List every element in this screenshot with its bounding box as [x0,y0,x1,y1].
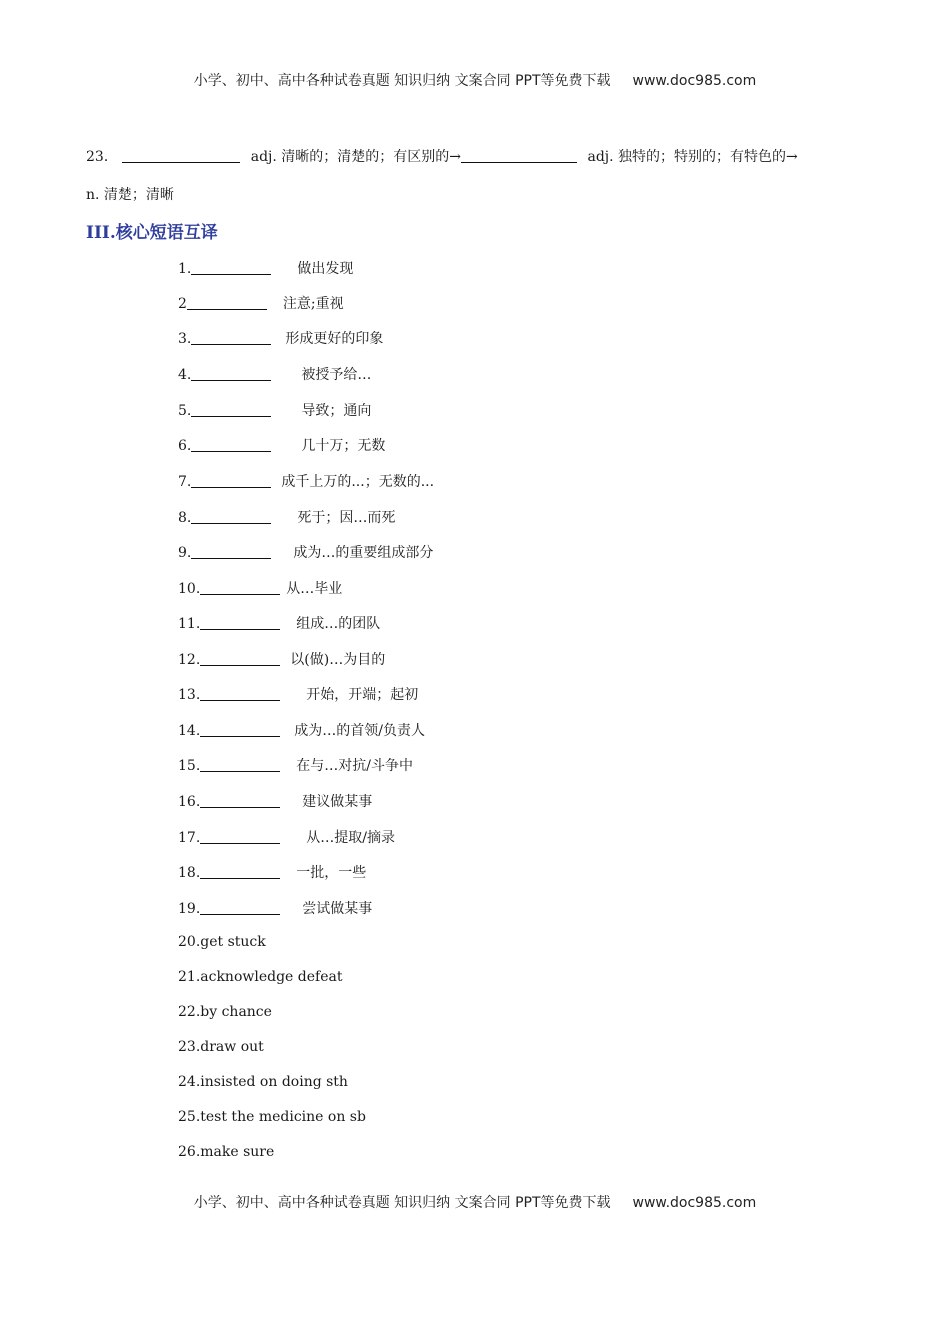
question-23 [86,146,798,166]
answer-blank[interactable] [191,544,271,559]
phrase-row [178,293,344,313]
phrase-meaning: 被授予给… [301,367,372,383]
phrase-row [178,862,366,882]
phrase-meaning: 成为…的重要组成部分 [293,545,434,561]
q23-blank-1[interactable] [122,148,240,163]
answer-blank[interactable] [191,260,271,275]
phrase-number: 10. [178,581,201,597]
answer-blank[interactable] [200,651,280,666]
q23-part3: n. 清楚；清晰 [86,187,174,203]
phrase-row [178,258,353,278]
answer-blank[interactable] [191,402,271,417]
phrase-row [178,364,371,384]
phrase-number: 14. [178,723,201,739]
section-title: III.核心短语互译 [86,223,218,243]
phrase-row [178,791,372,811]
phrase-row [178,507,395,527]
phrase-row [178,898,372,918]
phrase-row [178,684,418,704]
phrase-number: 11. [178,616,201,632]
english-phrase: 25.test the medicine on sb [178,1109,366,1125]
phrase-meaning: 成为…的首领/负责人 [294,723,425,739]
phrase-number: 5. [178,403,192,419]
phrase-meaning: 注意;重视 [282,296,344,312]
english-phrase: 22.by chance [178,1004,272,1020]
phrase-row [178,400,371,420]
answer-blank[interactable] [200,900,280,915]
phrase-meaning: 以(做)…为目的 [290,652,386,668]
phrase-number: 17. [178,830,201,846]
english-phrase: 20.get stuck [178,934,266,950]
question-23-continued [86,184,174,204]
phrase-meaning: 死于；因…而死 [297,510,396,526]
phrase-number: 16. [178,794,201,810]
answer-blank[interactable] [200,864,280,879]
answer-blank[interactable] [200,580,280,595]
q23-part2: adj. 独特的；特别的；有特色的→ [587,149,798,165]
answer-blank[interactable] [191,509,271,524]
phrase-meaning: 做出发现 [297,261,354,277]
q23-blank-2[interactable] [461,148,577,163]
q23-part1: adj. 清晰的；清楚的；有区别的→ [250,149,462,165]
phrase-meaning: 尝试做某事 [302,901,373,917]
answer-blank[interactable] [191,437,271,452]
phrase-meaning: 几十万；无数 [301,438,386,454]
q23-number: 23． [86,149,118,165]
answer-blank[interactable] [200,757,280,772]
answer-blank[interactable] [191,366,271,381]
phrase-row [178,755,413,775]
phrase-number: 4. [178,367,192,383]
phrase-meaning: 导致；通向 [301,403,372,419]
page-footer [0,1192,950,1212]
english-phrase: 26.make sure [178,1144,275,1160]
english-phrase: 24.insisted on doing sth [178,1074,348,1090]
phrase-row [178,613,380,633]
phrase-number: 19. [178,901,201,917]
header-text: 小学、初中、高中各种试卷真题 知识归纳 文案合同 PPT等免费下载 [193,73,611,89]
phrase-meaning: 组成…的团队 [296,616,381,632]
answer-blank[interactable] [200,829,280,844]
phrase-meaning: 开始，开端；起初 [306,687,419,703]
phrase-number: 13. [178,687,201,703]
page-header [0,70,950,90]
answer-blank[interactable] [191,330,271,345]
phrase-number: 2 [178,296,187,312]
phrase-row [178,720,425,740]
phrase-number: 6. [178,438,192,454]
phrase-number: 8. [178,510,192,526]
phrase-number: 12. [178,652,201,668]
phrase-meaning: 从…毕业 [286,581,343,597]
phrase-number: 15. [178,758,201,774]
footer-site-link[interactable]: www.doc985.com [632,1195,757,1211]
phrase-meaning: 建议做某事 [302,794,373,810]
english-phrase: 23.draw out [178,1039,264,1055]
phrase-number: 7. [178,474,192,490]
phrase-row [178,827,395,847]
phrase-row [178,435,385,455]
phrase-meaning: 形成更好的印象 [285,331,384,347]
answer-blank[interactable] [200,686,280,701]
header-site-link[interactable]: www.doc985.com [632,73,757,89]
phrase-row [178,578,342,598]
phrase-meaning: 一批，一些 [296,865,367,881]
phrase-meaning: 从…提取/摘录 [306,830,395,846]
phrase-row [178,471,434,491]
phrase-number: 1. [178,261,192,277]
phrase-number: 3. [178,331,192,347]
phrase-meaning: 成千上万的...；无数的... [281,474,435,490]
answer-blank[interactable] [187,295,267,310]
phrase-row [178,542,433,562]
phrase-number: 18. [178,865,201,881]
phrase-number: 9. [178,545,192,561]
phrase-meaning: 在与…对抗/斗争中 [296,758,413,774]
footer-text: 小学、初中、高中各种试卷真题 知识归纳 文案合同 PPT等免费下载 [193,1195,611,1211]
answer-blank[interactable] [200,615,280,630]
answer-blank[interactable] [191,473,271,488]
phrase-row [178,328,383,348]
answer-blank[interactable] [200,722,280,737]
answer-blank[interactable] [200,793,280,808]
english-phrase: 21.acknowledge defeat [178,969,343,985]
phrase-row [178,649,385,669]
